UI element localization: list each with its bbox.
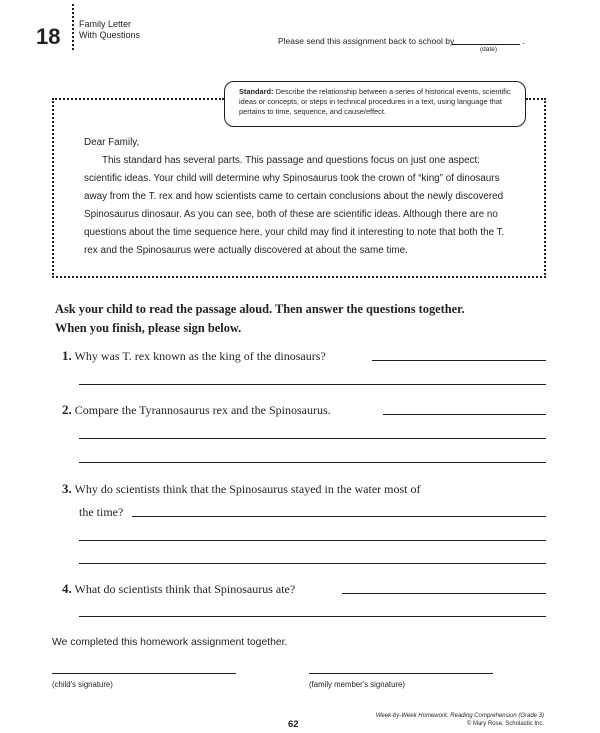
child-signature-label: (child's signature) — [52, 680, 113, 689]
credit — [376, 712, 544, 728]
question-number: 2. — [62, 402, 72, 417]
credit-copyright: © Mary Rose, Scholastic Inc. — [466, 721, 544, 727]
family-signature-field[interactable] — [309, 673, 493, 674]
answer-line-2a[interactable] — [383, 414, 546, 415]
question-3-continuation: the time? — [79, 505, 124, 519]
lesson-title-line-2: With Questions — [79, 30, 141, 40]
answer-line-4a[interactable] — [342, 593, 546, 594]
question-text: Compare the Tyrannosaurus rex and the Spinosaurus. — [74, 403, 331, 417]
question-text: Why was T. rex known as the king of the dinosaurs? — [74, 349, 326, 363]
question-1 — [62, 349, 326, 363]
lesson-number: 18 — [36, 24, 61, 49]
send-back-period: . — [522, 36, 525, 46]
family-letter — [84, 134, 514, 260]
answer-line-2b[interactable] — [79, 438, 546, 439]
letter-greeting: Dear Family, — [84, 137, 140, 148]
answer-line-3b[interactable] — [79, 540, 546, 541]
date-label: (date) — [480, 46, 497, 53]
answer-line-4b[interactable] — [79, 616, 546, 617]
instructions — [55, 300, 555, 338]
answer-line-3c[interactable] — [79, 563, 546, 564]
question-number: 4. — [62, 581, 72, 596]
child-signature-field[interactable] — [52, 673, 236, 674]
question-text: What do scientists think that Spinosaurus ate? — [74, 582, 296, 596]
lesson-title — [79, 19, 140, 41]
lesson-title-line-1: Family Letter — [79, 19, 132, 29]
letter-body: This standard has several parts. This passage and questions focus on just one aspect: scientific ideas. Your child will determine why Spinosaurus took the crown of “king” of dinosaurs away from the T. rex and how scientists came to certain conclusions about the newly discovered Spinosaurus dinosaur. As you can see, both of these are scientific ideas. Although there are no questions about the time sequence here, your child may find it interesting to note that both the T. rex and the Spinosaurus were actually discovered at about the same time. — [84, 155, 505, 256]
send-back-instruction: Please send this assignment back to school by — [278, 36, 455, 46]
question-4 — [62, 582, 295, 596]
header-divider — [72, 4, 74, 50]
question-3 — [62, 482, 421, 496]
standard-text: Describe the relationship between a series of historical events, scientific ideas or concepts, or steps in technical procedures in a text, using language that pertains to time, sequence, and cause/effect. — [239, 87, 511, 116]
page-number: 62 — [288, 719, 299, 730]
answer-line-1b[interactable] — [79, 384, 546, 385]
standard-label: Standard: — [239, 87, 274, 96]
completed-statement: We completed this homework assignment together. — [52, 637, 288, 648]
instructions-line-1: Ask your child to read the passage aloud. Then answer the questions together. — [55, 302, 465, 316]
answer-line-2c[interactable] — [79, 462, 546, 463]
question-number: 3. — [62, 481, 72, 496]
question-number: 1. — [62, 348, 72, 363]
instructions-line-2: When you finish, please sign below. — [55, 321, 242, 335]
standard-callout — [224, 81, 526, 127]
question-text: Why do scientists think that the Spinosaurus stayed in the water most of — [74, 482, 421, 496]
credit-book-title: Week-by-Week Homework: Reading Comprehension (Grade 3) — [375, 713, 544, 719]
family-signature-label: (family member's signature) — [309, 680, 405, 689]
answer-line-1a[interactable] — [372, 360, 546, 361]
date-field[interactable] — [452, 44, 520, 45]
question-2 — [62, 403, 331, 417]
answer-line-3a[interactable] — [132, 516, 546, 517]
